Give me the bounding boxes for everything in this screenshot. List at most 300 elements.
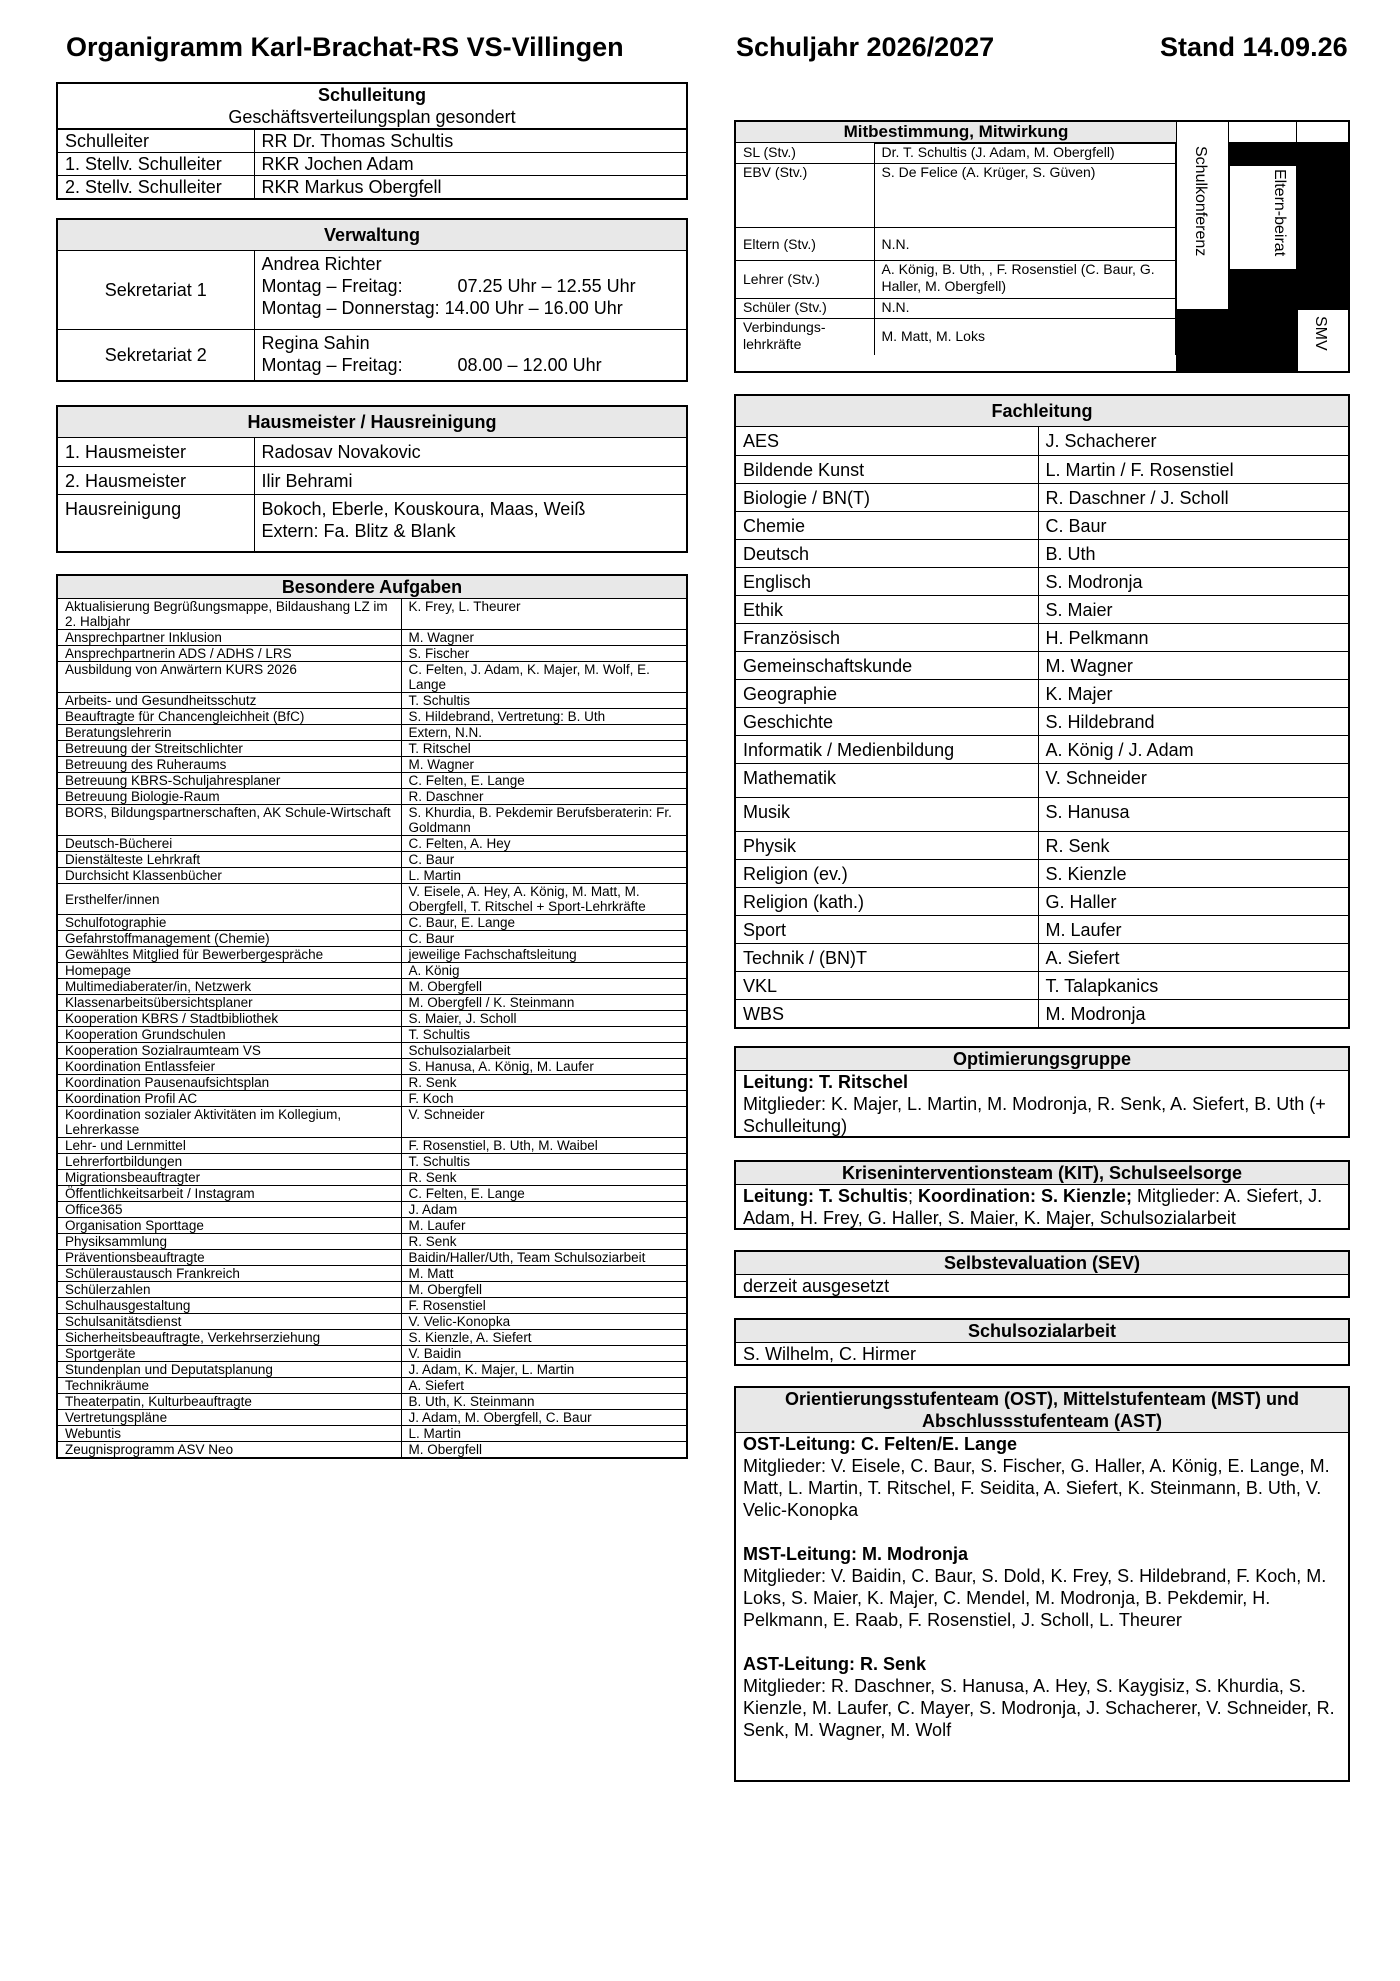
role-cell: Lehrer (Stv.) bbox=[736, 261, 874, 299]
person-cell: S. Maier, J. Scholl bbox=[401, 1011, 686, 1027]
table-row bbox=[736, 887, 1348, 915]
role-cell: SL (Stv.) bbox=[736, 144, 874, 164]
kit-members: Mitglieder: A. Siefert, J. Adam, H. Frey, G. Haller, S. Maier, K. Majer, Schulsozialarbeit bbox=[743, 1186, 1323, 1228]
person-cell: R. Senk bbox=[401, 1234, 686, 1250]
fachleitung-table bbox=[736, 427, 1348, 1027]
subject-cell: Technik / (BN)T bbox=[736, 943, 1038, 971]
table-row bbox=[736, 651, 1348, 679]
task-cell: Betreuung Biologie-Raum bbox=[58, 789, 401, 805]
sekretariat-1-name: Andrea Richter bbox=[261, 254, 382, 274]
task-cell: Deutsch-Bücherei bbox=[58, 836, 401, 852]
table-row bbox=[736, 299, 1176, 319]
table-row bbox=[58, 963, 686, 979]
task-cell: Vertretungspläne bbox=[58, 1410, 401, 1426]
task-cell: Betreuung KBRS-Schuljahresplaner bbox=[58, 773, 401, 789]
table-row bbox=[58, 1075, 686, 1091]
table-row bbox=[58, 1027, 686, 1043]
schulleitung-box bbox=[56, 82, 688, 200]
table-row bbox=[58, 773, 686, 789]
subject-cell: Französisch bbox=[736, 623, 1038, 651]
person-cell: C. Baur bbox=[401, 931, 686, 947]
subject-cell: Musik bbox=[736, 797, 1038, 831]
task-cell: Beratungslehrerin bbox=[58, 725, 401, 741]
schulkonferenz-column bbox=[1176, 122, 1229, 371]
person-cell: M. Obergfell / K. Steinmann bbox=[401, 995, 686, 1011]
lead-cell: B. Uth bbox=[1038, 539, 1348, 567]
table-row bbox=[58, 1346, 686, 1362]
ost-lead: OST-Leitung: C. Felten/E. Lange bbox=[743, 1434, 1018, 1454]
person-cell: A. König bbox=[401, 963, 686, 979]
person-cell: S. Khurdia, B. Pekdemir Berufsberaterin: Fr. Goldmann bbox=[401, 805, 686, 836]
table-row bbox=[58, 979, 686, 995]
person-cell: C. Felten, J. Adam, K. Majer, M. Wolf, E. Lange bbox=[401, 662, 686, 693]
schulsozialarbeit-text: S. Wilhelm, C. Hirmer bbox=[743, 1344, 917, 1364]
table-row bbox=[736, 623, 1348, 651]
table-row bbox=[736, 763, 1348, 797]
time-label: 08.00 – 12.00 Uhr bbox=[457, 354, 602, 375]
table-row bbox=[58, 1154, 686, 1170]
task-cell: Zeugnisprogramm ASV Neo bbox=[58, 1442, 401, 1458]
name-cell: N.N. bbox=[874, 299, 1176, 319]
name-cell: RKR Jochen Adam bbox=[254, 153, 686, 176]
task-cell: Präventionsbeauftragte bbox=[58, 1250, 401, 1266]
verwaltung-title: Verwaltung bbox=[58, 220, 686, 251]
task-cell: Gewähltes Mitglied für Bewerbergespräche bbox=[58, 947, 401, 963]
person-cell: J. Adam bbox=[401, 1202, 686, 1218]
person-cell: M. Obergfell bbox=[401, 1282, 686, 1298]
person-cell: L. Martin bbox=[401, 1426, 686, 1442]
table-row bbox=[58, 176, 686, 199]
name-cell: Ilir Behrami bbox=[254, 466, 686, 494]
role-cell: Schüler (Stv.) bbox=[736, 299, 874, 319]
task-cell: Koordination Entlassfeier bbox=[58, 1059, 401, 1075]
table-row bbox=[58, 599, 686, 630]
black-cell bbox=[1296, 142, 1350, 310]
subject-cell: WBS bbox=[736, 999, 1038, 1027]
days-label: Montag – Freitag: bbox=[261, 276, 403, 296]
table-row bbox=[58, 329, 686, 381]
subject-cell: Englisch bbox=[736, 567, 1038, 595]
task-cell: Koordination Profil AC bbox=[58, 1091, 401, 1107]
person-cell: J. Adam, K. Majer, L. Martin bbox=[401, 1362, 686, 1378]
task-cell: Kooperation Sozialraumteam VS bbox=[58, 1043, 401, 1059]
person-cell: M. Wagner bbox=[401, 757, 686, 773]
person-cell: R. Senk bbox=[401, 1075, 686, 1091]
sev-text: derzeit ausgesetzt bbox=[743, 1276, 890, 1296]
lead-cell: T. Talapkanics bbox=[1038, 971, 1348, 999]
person-cell: C. Felten, A. Hey bbox=[401, 836, 686, 852]
sekretariat-1-hours bbox=[262, 275, 687, 297]
person-cell: V. Schneider bbox=[401, 1107, 686, 1138]
hausmeister-table bbox=[58, 438, 686, 552]
person-cell: M. Matt bbox=[401, 1266, 686, 1282]
person-cell: S. Kienzle, A. Siefert bbox=[401, 1330, 686, 1346]
table-row bbox=[58, 1202, 686, 1218]
black-cell bbox=[1176, 309, 1230, 371]
lead-cell: V. Schneider bbox=[1038, 763, 1348, 797]
subject-cell: Religion (kath.) bbox=[736, 887, 1038, 915]
person-cell: M. Obergfell bbox=[401, 1442, 686, 1458]
table-row bbox=[736, 567, 1348, 595]
task-cell: Beauftragte für Chancengleichheit (BfC) bbox=[58, 709, 401, 725]
person-cell: J. Adam, M. Obergfell, C. Baur bbox=[401, 1410, 686, 1426]
subject-cell: VKL bbox=[736, 971, 1038, 999]
task-cell: Ansprechpartnerin ADS / ADHS / LRS bbox=[58, 646, 401, 662]
table-row bbox=[736, 511, 1348, 539]
sev-title: Selbstevaluation (SEV) bbox=[736, 1252, 1348, 1275]
lead-cell: S. Hildebrand bbox=[1038, 707, 1348, 735]
person-cell: C. Felten, E. Lange bbox=[401, 1186, 686, 1202]
person-cell: R. Daschner bbox=[401, 789, 686, 805]
person-cell: F. Koch bbox=[401, 1091, 686, 1107]
person-cell: C. Baur bbox=[401, 852, 686, 868]
table-row bbox=[736, 164, 1176, 228]
verwaltung-box bbox=[56, 218, 688, 382]
lead-cell: A. Siefert bbox=[1038, 943, 1348, 971]
task-cell: Aktualisierung Begrüßungsmappe, Bildaushang LZ im 2. Halbjahr bbox=[58, 599, 401, 630]
optimierung-members: Mitglieder: K. Majer, L. Martin, M. Modronja, R. Senk, A. Siefert, B. Uth (+ Schulleitung) bbox=[743, 1094, 1326, 1136]
task-cell: BORS, Bildungspartnerschaften, AK Schule-Wirtschaft bbox=[58, 805, 401, 836]
verwaltung-table bbox=[58, 251, 686, 381]
lead-cell: A. König / J. Adam bbox=[1038, 735, 1348, 763]
schulleitung-title: Schulleitung bbox=[58, 84, 686, 106]
person-cell: M. Obergfell bbox=[401, 979, 686, 995]
name-cell: S. De Felice (A. Krüger, S. Güven) bbox=[874, 164, 1176, 228]
person-cell: M. Laufer bbox=[401, 1218, 686, 1234]
person-cell: F. Rosenstiel bbox=[401, 1298, 686, 1314]
subject-cell: Bildende Kunst bbox=[736, 455, 1038, 483]
table-row bbox=[58, 1282, 686, 1298]
table-row bbox=[736, 797, 1348, 831]
lead-cell: S. Modronja bbox=[1038, 567, 1348, 595]
smv-label: SMV bbox=[1312, 316, 1329, 351]
person-cell: S. Fischer bbox=[401, 646, 686, 662]
lead-cell: M. Laufer bbox=[1038, 915, 1348, 943]
task-cell: Sportgeräte bbox=[58, 1346, 401, 1362]
mitbestimmung-box bbox=[734, 120, 1350, 373]
aufgaben-box bbox=[56, 574, 688, 1459]
person-cell: C. Felten, E. Lange bbox=[401, 773, 686, 789]
table-row bbox=[736, 228, 1176, 261]
task-cell: Office365 bbox=[58, 1202, 401, 1218]
cleaning-staff: Bokoch, Eberle, Kouskoura, Maas, Weiß bbox=[261, 498, 586, 519]
ast-members: Mitglieder: R. Daschner, S. Hanusa, A. Hey, S. Kaygisiz, S. Khurdia, S. Kienzle, M. Laufer, C. Mayer, S. Modronja, J. Schacherer, V. Schneider, R. Senk, M. Wagner, M. Wolf bbox=[743, 1676, 1335, 1740]
table-row bbox=[58, 1442, 686, 1458]
schulleitung-subtitle: Geschäftsverteilungsplan gesondert bbox=[58, 106, 686, 129]
stand-date: Stand 14.09.26 bbox=[1160, 32, 1348, 62]
task-cell: Physiksammlung bbox=[58, 1234, 401, 1250]
table-row bbox=[58, 915, 686, 931]
document-title: Organigramm Karl-Brachat-RS VS-Villingen bbox=[66, 32, 624, 62]
table-row bbox=[58, 1314, 686, 1330]
lead-cell: M. Modronja bbox=[1038, 999, 1348, 1027]
kit-title: Kriseninterventionsteam (KIT), Schulseelsorge bbox=[736, 1162, 1348, 1185]
role-cell: 1. Hausmeister bbox=[58, 438, 254, 466]
table-row bbox=[58, 1250, 686, 1266]
schulsozialarbeit-box bbox=[734, 1318, 1350, 1366]
subject-cell: Deutsch bbox=[736, 539, 1038, 567]
person-cell: T. Ritschel bbox=[401, 741, 686, 757]
table-row bbox=[58, 741, 686, 757]
subject-cell: Mathematik bbox=[736, 763, 1038, 797]
task-cell: Technikräume bbox=[58, 1378, 401, 1394]
role-cell: EBV (Stv.) bbox=[736, 164, 874, 228]
person-cell: K. Frey, L. Theurer bbox=[401, 599, 686, 630]
person-cell: Extern, N.N. bbox=[401, 725, 686, 741]
subject-cell: Geschichte bbox=[736, 707, 1038, 735]
subject-cell: Physik bbox=[736, 831, 1038, 859]
person-cell: R. Senk bbox=[401, 1170, 686, 1186]
sekretariat-1-label: Sekretariat 1 bbox=[58, 251, 254, 329]
days-label: Montag – Freitag: bbox=[261, 354, 403, 375]
person-cell: L. Martin bbox=[401, 868, 686, 884]
cleaning-external: Extern: Fa. Blitz & Blank bbox=[261, 520, 456, 541]
optimierung-box bbox=[734, 1046, 1350, 1138]
table-row bbox=[58, 1107, 686, 1138]
task-cell: Dienstälteste Lehrkraft bbox=[58, 852, 401, 868]
role-cell: Schulleiter bbox=[58, 130, 254, 153]
lead-cell: S. Kienzle bbox=[1038, 859, 1348, 887]
name-cell: RKR Markus Obergfell bbox=[254, 176, 686, 199]
lead-cell: K. Majer bbox=[1038, 679, 1348, 707]
table-row bbox=[736, 707, 1348, 735]
subject-cell: Biologie / BN(T) bbox=[736, 483, 1038, 511]
task-cell: Schulhausgestaltung bbox=[58, 1298, 401, 1314]
person-cell: C. Baur, E. Lange bbox=[401, 915, 686, 931]
schulsozialarbeit-title: Schulsozialarbeit bbox=[736, 1320, 1348, 1343]
table-row bbox=[736, 831, 1348, 859]
table-row bbox=[58, 709, 686, 725]
sekretariat-2-name: Regina Sahin bbox=[261, 332, 370, 353]
task-cell: Öffentlichkeitsarbeit / Instagram bbox=[58, 1186, 401, 1202]
table-row bbox=[58, 931, 686, 947]
hausmeister-box bbox=[56, 405, 688, 553]
elternbeirat-column bbox=[1228, 122, 1297, 371]
task-cell: Klassenarbeitsübersichtsplaner bbox=[58, 995, 401, 1011]
task-cell: Koordination Pausenaufsichtsplan bbox=[58, 1075, 401, 1091]
name-cell: M. Matt, M. Loks bbox=[874, 319, 1176, 355]
person-cell: V. Velic-Konopka bbox=[401, 1314, 686, 1330]
role-cell: 2. Hausmeister bbox=[58, 466, 254, 494]
smv-column bbox=[1296, 122, 1349, 371]
table-row bbox=[58, 1362, 686, 1378]
table-row bbox=[58, 1298, 686, 1314]
task-cell: Stundenplan und Deputatsplanung bbox=[58, 1362, 401, 1378]
table-row bbox=[58, 757, 686, 773]
mitbestimmung-table bbox=[736, 143, 1176, 355]
teams-title: Orientierungsstufenteam (OST), Mittelstufenteam (MST) und Abschlussstufenteam (AST) bbox=[736, 1388, 1348, 1433]
schulkonferenz-label: Schulkonferenz bbox=[1192, 146, 1209, 257]
table-row bbox=[736, 144, 1176, 164]
subject-cell: Chemie bbox=[736, 511, 1038, 539]
task-cell: Gefahrstoffmanagement (Chemie) bbox=[58, 931, 401, 947]
subject-cell: Religion (ev.) bbox=[736, 859, 1038, 887]
lead-cell: R. Daschner / J. Scholl bbox=[1038, 483, 1348, 511]
table-row bbox=[58, 868, 686, 884]
table-row bbox=[736, 483, 1348, 511]
lead-cell: G. Haller bbox=[1038, 887, 1348, 915]
person-cell: F. Rosenstiel, B. Uth, M. Waibel bbox=[401, 1138, 686, 1154]
lead-cell: L. Martin / F. Rosenstiel bbox=[1038, 455, 1348, 483]
task-cell: Schulsanitätsdienst bbox=[58, 1314, 401, 1330]
role-cell: Verbindungs-lehrkräfte bbox=[736, 319, 874, 355]
aufgaben-title: Besondere Aufgaben bbox=[58, 576, 686, 599]
task-cell: Durchsicht Klassenbücher bbox=[58, 868, 401, 884]
task-cell: Schüleraustausch Frankreich bbox=[58, 1266, 401, 1282]
table-row bbox=[58, 1426, 686, 1442]
table-row bbox=[736, 943, 1348, 971]
blank-cell bbox=[1177, 122, 1229, 142]
task-cell: Migrationsbeauftragter bbox=[58, 1170, 401, 1186]
table-row bbox=[58, 438, 686, 466]
table-row bbox=[58, 630, 686, 646]
table-row bbox=[736, 679, 1348, 707]
name-cell: RR Dr. Thomas Schultis bbox=[254, 130, 686, 153]
table-row bbox=[58, 1170, 686, 1186]
lead-cell: C. Baur bbox=[1038, 511, 1348, 539]
mst-lead: MST-Leitung: M. Modronja bbox=[743, 1544, 968, 1564]
task-cell: Lehr- und Lernmittel bbox=[58, 1138, 401, 1154]
task-cell: Betreuung des Ruheraums bbox=[58, 757, 401, 773]
table-row bbox=[736, 971, 1348, 999]
table-row bbox=[58, 1410, 686, 1426]
task-cell: Schülerzahlen bbox=[58, 1282, 401, 1298]
sekretariat-2-label: Sekretariat 2 bbox=[58, 329, 254, 381]
table-row bbox=[736, 455, 1348, 483]
table-row bbox=[58, 884, 686, 915]
table-row bbox=[58, 1011, 686, 1027]
task-cell: Kooperation Grundschulen bbox=[58, 1027, 401, 1043]
elternbeirat-label: Eltern-beirat bbox=[1271, 169, 1288, 257]
name-cell: Dr. T. Schultis (J. Adam, M. Obergfell) bbox=[874, 144, 1176, 164]
table-row bbox=[58, 725, 686, 741]
aufgaben-table bbox=[58, 599, 686, 1457]
table-row bbox=[58, 947, 686, 963]
teams-content bbox=[736, 1433, 1348, 1741]
table-row bbox=[58, 662, 686, 693]
kit-coordination: Koordination: S. Kienzle; bbox=[918, 1186, 1133, 1206]
role-cell: Eltern (Stv.) bbox=[736, 228, 874, 261]
kit-box bbox=[734, 1160, 1350, 1230]
table-row bbox=[58, 852, 686, 868]
black-cell bbox=[1228, 142, 1298, 166]
person-cell: V. Baidin bbox=[401, 1346, 686, 1362]
table-row bbox=[58, 836, 686, 852]
subject-cell: Geographie bbox=[736, 679, 1038, 707]
name-cell: Radosav Novakovic bbox=[254, 438, 686, 466]
kit-separator: ; bbox=[908, 1186, 919, 1206]
kit-content bbox=[736, 1185, 1348, 1229]
table-row bbox=[58, 1330, 686, 1346]
sekretariat-1-details bbox=[254, 251, 686, 329]
person-cell: Baidin/Haller/Uth, Team Schulsoziarbeit bbox=[401, 1250, 686, 1266]
table-row bbox=[736, 595, 1348, 623]
mitbestimmung-title: Mitbestimmung, Mitwirkung bbox=[736, 122, 1177, 143]
task-cell: Schulfotographie bbox=[58, 915, 401, 931]
lead-cell: M. Wagner bbox=[1038, 651, 1348, 679]
table-row bbox=[58, 693, 686, 709]
lead-cell: S. Hanusa bbox=[1038, 797, 1348, 831]
optimierung-content bbox=[736, 1071, 1348, 1137]
table-row bbox=[736, 319, 1176, 355]
schulleitung-table bbox=[58, 129, 686, 198]
elternbeirat-cell bbox=[1229, 164, 1297, 270]
subject-cell: Gemeinschaftskunde bbox=[736, 651, 1038, 679]
subject-cell: AES bbox=[736, 427, 1038, 455]
subject-cell: Sport bbox=[736, 915, 1038, 943]
task-cell: Multimediaberater/in, Netzwerk bbox=[58, 979, 401, 995]
table-row bbox=[58, 251, 686, 329]
black-cell bbox=[1228, 270, 1298, 372]
person-cell: V. Eisele, A. Hey, A. König, M. Matt, M. Obergfell, T. Ritschel + Sport-Lehrkräfte bbox=[401, 884, 686, 915]
person-cell: T. Schultis bbox=[401, 1154, 686, 1170]
ost-members: Mitglieder: V. Eisele, C. Baur, S. Fischer, G. Haller, A. König, E. Lange, M. Matt, L. Martin, T. Ritschel, F. Seidita, A. Siefert, K. Steinmann, B. Uth, V. Velic-Konopka bbox=[743, 1456, 1330, 1520]
table-row bbox=[58, 1091, 686, 1107]
optimierung-title: Optimierungsgruppe bbox=[736, 1048, 1348, 1071]
optimierung-lead: Leitung: T. Ritschel bbox=[743, 1072, 909, 1092]
role-cell: Hausreinigung bbox=[58, 494, 254, 552]
table-row bbox=[58, 1234, 686, 1250]
name-cell bbox=[254, 494, 686, 552]
table-row bbox=[58, 1059, 686, 1075]
task-cell: Arbeits- und Gesundheitsschutz bbox=[58, 693, 401, 709]
person-cell: jeweilige Fachschaftsleitung bbox=[401, 947, 686, 963]
task-cell: Homepage bbox=[58, 963, 401, 979]
table-row bbox=[58, 1043, 686, 1059]
person-cell: T. Schultis bbox=[401, 1027, 686, 1043]
schoolyear: Schuljahr 2026/2027 bbox=[736, 32, 995, 62]
table-row bbox=[58, 130, 686, 153]
table-row bbox=[736, 999, 1348, 1027]
name-cell: A. König, B. Uth, , F. Rosenstiel (C. Baur, G. Haller, M. Obergfell) bbox=[874, 261, 1176, 299]
table-row bbox=[58, 1218, 686, 1234]
ast-lead: AST-Leitung: R. Senk bbox=[743, 1654, 927, 1674]
subject-cell: Informatik / Medienbildung bbox=[736, 735, 1038, 763]
table-row bbox=[58, 646, 686, 662]
table-row bbox=[58, 494, 686, 552]
table-row bbox=[58, 1378, 686, 1394]
person-cell: S. Hildebrand, Vertretung: B. Uth bbox=[401, 709, 686, 725]
table-row bbox=[58, 153, 686, 176]
task-cell: Ausbildung von Anwärtern KURS 2026 bbox=[58, 662, 401, 693]
subject-cell: Ethik bbox=[736, 595, 1038, 623]
table-row bbox=[58, 805, 686, 836]
lead-cell: S. Maier bbox=[1038, 595, 1348, 623]
name-cell: N.N. bbox=[874, 228, 1176, 261]
task-cell: Ersthelfer/innen bbox=[58, 884, 401, 915]
lead-cell: H. Pelkmann bbox=[1038, 623, 1348, 651]
person-cell: A. Siefert bbox=[401, 1378, 686, 1394]
time-label: 07.25 Uhr – 12.55 Uhr bbox=[457, 276, 636, 296]
person-cell: S. Hanusa, A. König, M. Laufer bbox=[401, 1059, 686, 1075]
lead-cell: J. Schacherer bbox=[1038, 427, 1348, 455]
task-cell: Kooperation KBRS / Stadtbibliothek bbox=[58, 1011, 401, 1027]
role-cell: 1. Stellv. Schulleiter bbox=[58, 153, 254, 176]
sekretariat-1-hours-2: Montag – Donnerstag: 14.00 Uhr – 16.00 Uhr bbox=[261, 298, 623, 318]
fachleitung-box bbox=[734, 394, 1350, 1029]
table-row bbox=[58, 1394, 686, 1410]
fachleitung-title: Fachleitung bbox=[736, 396, 1348, 427]
table-row bbox=[58, 1138, 686, 1154]
teams-box bbox=[734, 1386, 1350, 1782]
person-cell: B. Uth, K. Steinmann bbox=[401, 1394, 686, 1410]
hausmeister-title: Hausmeister / Hausreinigung bbox=[58, 407, 686, 438]
person-cell: Schulsozialarbeit bbox=[401, 1043, 686, 1059]
role-cell: 2. Stellv. Schulleiter bbox=[58, 176, 254, 199]
task-cell: Sicherheitsbeauftragte, Verkehrserziehung bbox=[58, 1330, 401, 1346]
task-cell: Betreuung der Streitschlichter bbox=[58, 741, 401, 757]
task-cell: Organisation Sporttage bbox=[58, 1218, 401, 1234]
